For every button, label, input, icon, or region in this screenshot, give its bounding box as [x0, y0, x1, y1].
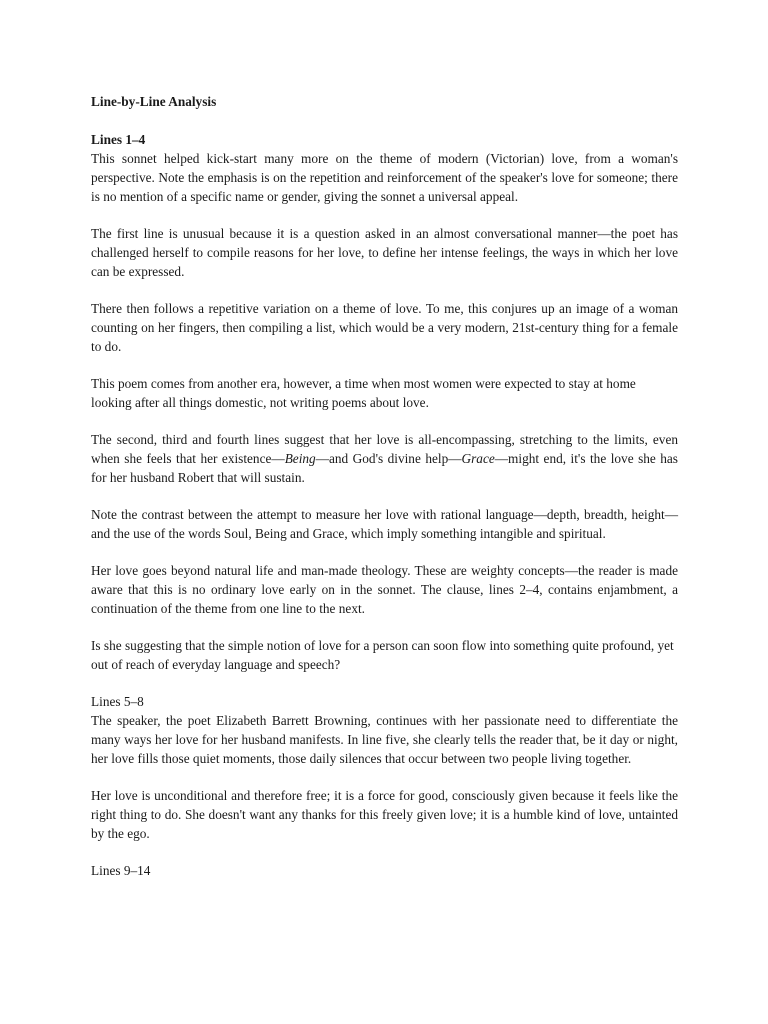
paragraph: There then follows a repetitive variation on a theme of love. To me, this conjures up an image of a woman counting on her fingers, then compiling a list, which would be a very modern, 21st-century thing for a female to do.	[91, 301, 678, 354]
paragraph-text: —and God's divine help—	[315, 451, 462, 466]
paragraph-with-italics	[91, 430, 678, 487]
paragraph: This sonnet helped kick-start many more on the theme of modern (Victorian) love, from a woman's perspective. Note the emphasis is on the repetition and reinforcement of the speaker's love for someone; there is no mention of a specific name or gender, giving the sonnet a universal appeal.	[91, 151, 678, 204]
italic-being: Being	[284, 451, 316, 466]
paragraph: Her love goes beyond natural life and man-made theology. These are weighty concepts—the reader is made aware that this is no ordinary love early on in the sonnet. The clause, lines 2–4, contains enjambment, a continuation of the theme from one line to the next.	[91, 563, 678, 616]
section-heading-lines-5-8: Lines 5–8	[91, 694, 144, 709]
paragraph: Is she suggesting that the simple notion of love for a person can soon flow into something quite profound, yet out of reach of everyday language and speech?	[91, 638, 674, 672]
section-heading-lines-1-4: Lines 1–4	[91, 132, 146, 147]
document-title: Line-by-Line Analysis	[91, 94, 217, 109]
italic-grace: Grace	[461, 451, 495, 466]
paragraph: This poem comes from another era, however, a time when most women were expected to stay at home looking after all things domestic, not writing poems about love.	[91, 376, 636, 410]
section-heading-lines-9-14: Lines 9–14	[91, 863, 151, 878]
paragraph-text: —might end, it's the love she has for her husband Robert that will sustain.	[91, 451, 678, 485]
paragraph-text: The second, third and fourth lines suggest that her love is all-encompassing, stretching to the limits, even when she feels that her existence—	[91, 432, 678, 466]
paragraph: Her love is unconditional and therefore free; it is a force for good, consciously given because it feels like the right thing to do. She doesn't want any thanks for this freely given love; it is a humble kind of love, untainted by the ego.	[91, 788, 678, 841]
document-page	[91, 92, 678, 880]
paragraph: Note the contrast between the attempt to measure her love with rational language—depth, breadth, height—and the use of the words Soul, Being and Grace, which imply something intangible and spiritual.	[91, 507, 678, 541]
paragraph: The speaker, the poet Elizabeth Barrett Browning, continues with her passionate need to differentiate the many ways her love for her husband manifests. In line five, she clearly tells the reader that, be it day or night, her love fills those quiet moments, those daily silences that occur between two people living together.	[91, 713, 678, 766]
paragraph: The first line is unusual because it is a question asked in an almost conversational manner—the poet has challenged herself to compile reasons for her love, to define her intense feelings, the ways in which her love can be expressed.	[91, 226, 678, 279]
